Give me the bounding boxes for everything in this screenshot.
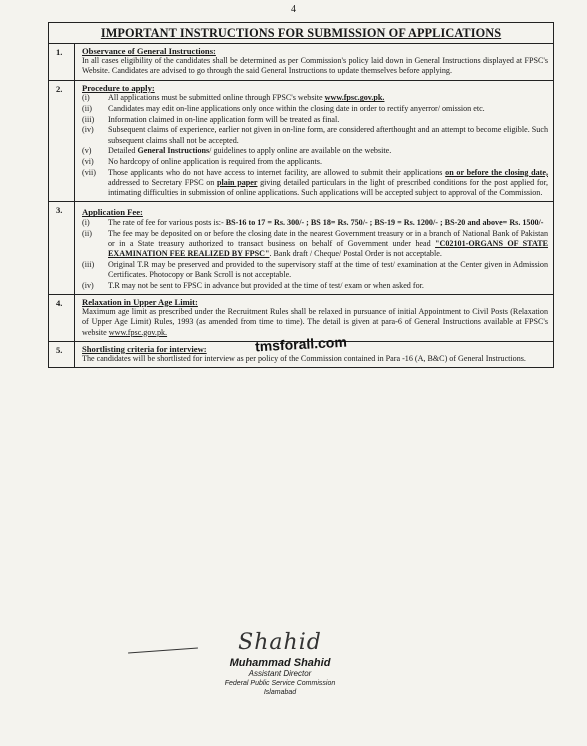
section-number: 2. (49, 81, 75, 202)
section-heading: Shortlisting criteria for interview: (82, 343, 207, 354)
document-title: IMPORTANT INSTRUCTIONS FOR SUBMISSION OF APPLICATIONS (49, 23, 553, 44)
signatory-city: Islamabad (263, 689, 297, 696)
section-heading: Procedure to apply: (82, 82, 155, 93)
section-heading: Application Fee: (82, 207, 143, 218)
list-item: (iii) Information claimed in on-line application form will be treated as final. (82, 114, 340, 124)
section-4 (49, 295, 553, 342)
section-2 (49, 81, 553, 203)
website-link[interactable]: www.fpsc.gov.pk. (108, 327, 168, 337)
list-item: (v) Detailed General Instructions/ guidelines to apply online are available on the website. (82, 146, 392, 156)
list-item: (ii) The fee may be deposited on or before the closing date in the nearest Government treasury or in a branch of National Bank of Pakistan or in a State treasury authorized to transact business on behalf of Government under head "C02101-ORGANS OF STATE EXAMINATION FEE REALIZED BY FPSC". Bank draft / Cheque/ Postal Order is not acceptable. (82, 228, 549, 259)
signatory-name: Muhammad Shahid (229, 657, 331, 669)
section-text: Maximum age limit as prescribed under the Recruitment Rules shall be relaxed in pursuance of initial Appointment to Civil Posts (Relaxation of Upper Age Limit) Rules, 1993 (as amended from time to time). The detail is given at para-6 of General Instructions available at FPSC's website (82, 307, 548, 337)
list-item: (i) All applications must be submitted online through FPSC's website www.fpsc.gov.pk. (82, 93, 385, 103)
section-number: 4. (49, 295, 75, 341)
signatory-organization: Federal Public Service Commission (224, 680, 336, 687)
list-item: (iv) Subsequent claims of experience, earlier not given in on-line form, are considered afterthought and an attempt to become eligible. Such subsequent claims shall not be accepted. (82, 125, 548, 145)
signature-block (150, 630, 410, 697)
section-heading: Observance of General Instructions: (82, 46, 216, 56)
signatory-designation: Assistant Director (248, 669, 312, 678)
section-3 (49, 202, 553, 295)
instructions-table (48, 22, 554, 368)
section-number: 3. (49, 202, 75, 294)
section-heading: Relaxation in Upper Age Limit: (82, 296, 198, 307)
list-item: (iv) T.R may not be sent to FPSC in advance but provided at the time of test/ exam or when asked for. (82, 280, 424, 290)
list-item: (iii) Original T.R may be preserved and provided to the supervisory staff at the time of test/ examination at the Center given in Admission Certificates. Photocopy or Bank Scroll is not acceptable. (82, 259, 548, 280)
list-item: (ii) Candidates may edit on-line applications only once within the closing date in order to rectify anyerror/ omission etc. (82, 104, 485, 114)
section-number: 1. (49, 44, 75, 80)
section-text: The candidates will be shortlisted for interview as per policy of the Commission contained in Para -16 (A, B&C) of General Instructions. (82, 353, 526, 363)
signature: Shahid (238, 630, 322, 655)
section-number: 5. (49, 342, 75, 367)
list-item: (vi) No hardcopy of online application is required from the applicants. (82, 157, 322, 167)
section-1 (49, 44, 553, 81)
section-text: In all cases eligibility of the candidates shall be determined as per Commission's policy laid down in General Instructions displayed at FPSC's Website. Candidates are advised to go through the said General Instructions to update themselves before applying. (82, 56, 548, 76)
page-number: 4 (291, 4, 296, 15)
watermark: tmsforall.com (254, 333, 348, 355)
list-item: (i) The rate of fee for various posts is:- BS-16 to 17 = Rs. 300/- ; BS 18= Rs. 750/- ; BS-19 = Rs. 1200/- ; BS-20 and above= Rs. 1500/- (82, 218, 544, 228)
website-link[interactable]: www.fpsc.gov.pk. (324, 93, 385, 103)
list-item: (vii) Those applicants who do not have access to internet facility, are allowed to submit their applications on or before the closing date, addressed to Secretary FPSC on plain paper giving detailed particulars in the light of prescribed conditions for the post applied for, intimating difficulties in submission of online applications. Such applications will be accepted subject to approval of the Commission. (82, 167, 548, 198)
